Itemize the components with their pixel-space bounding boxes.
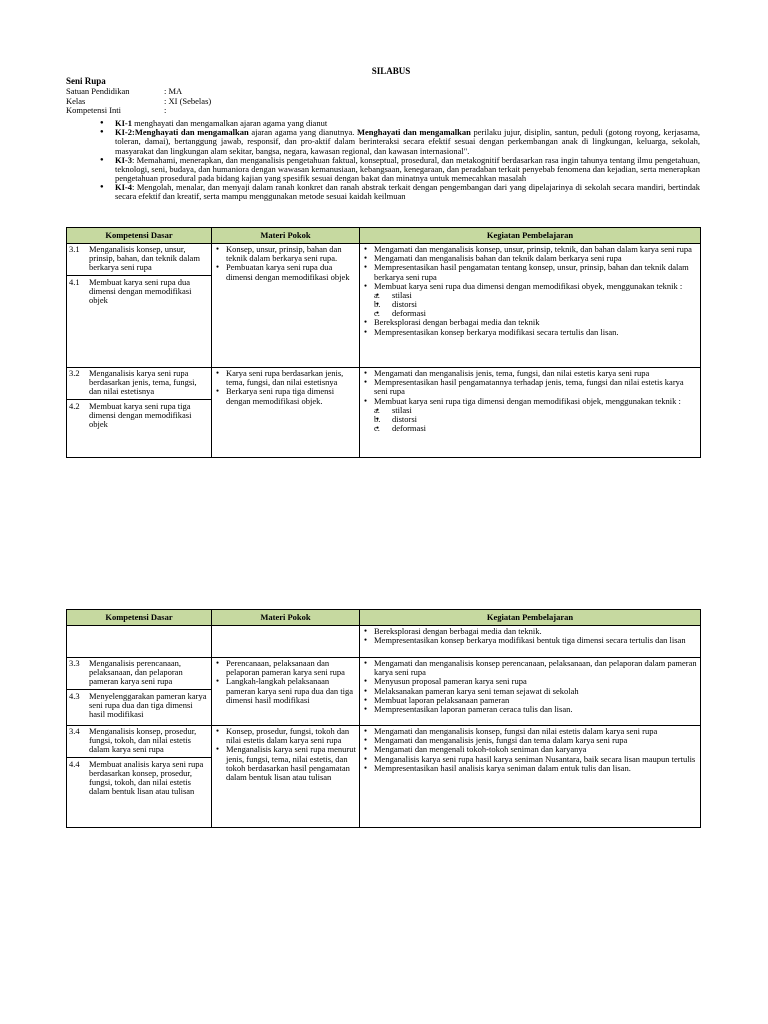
cell-kegiatan-pembelajaran — [360, 244, 701, 368]
competence-item — [69, 278, 209, 306]
competence-text: Membuat karya seni rupa tiga dimensi dengan memodifikasi objek — [89, 400, 192, 429]
header-materi-pokok: Materi Pokok — [212, 228, 360, 244]
cell-kompetensi-dasar — [67, 658, 212, 726]
list-item: ● Konsep, prosedur, fungsi, tokoh dan nilai estetis dalam karya seni rupa — [214, 727, 357, 745]
core-competence-item — [100, 128, 700, 156]
ki-emphasis: :Menghayati dan mengamalkan — [132, 127, 249, 138]
competence-divider — [67, 757, 211, 758]
activity-text: Mengamati dan menganalisis konsep perencanaan, pelaksanaan, dan pelaporan dalam pameran karya seni rupa — [374, 658, 697, 678]
technique-item — [374, 406, 698, 415]
cell-materi-pokok — [212, 368, 360, 458]
list-item: ● Menganalisis karya seni rupa menurut jenis, fungsi, tema, nilai estetis, dan tokoh berdasarkan hasil pengamatan dalam bentuk lisan atau tulisan — [214, 745, 357, 782]
list-item: ● Perencanaan, pelaksanaan dan pelaporan pameran karya seni rupa — [214, 659, 357, 677]
competence-divider — [67, 275, 211, 276]
technique-text: stilasi — [392, 289, 412, 300]
competence-number: 4.4 — [69, 758, 80, 769]
header-kegiatan-pembelajaran: Kegiatan Pembelajaran — [360, 228, 701, 244]
activity-text: Mengamati dan menganalisis bahan dan teknik dalam berkarya seni rupa — [374, 253, 622, 264]
technique-text: deformasi — [392, 308, 426, 319]
kegiatan-list — [362, 369, 698, 433]
technique-text: distorsi — [392, 413, 418, 424]
activity-text: Mempresentasikan konsep berkarya modifikasi secara tertulis dan lisan. — [374, 326, 619, 337]
materi-list — [214, 245, 357, 282]
competence-number: 3.2 — [69, 368, 80, 378]
meta-value: : MA — [164, 86, 183, 96]
core-competence-list — [100, 119, 700, 202]
competence-number: 3.1 — [69, 244, 80, 254]
competence-item — [69, 692, 209, 720]
cell-kompetensi-dasar — [67, 244, 212, 368]
list-item: ● Berkarya seni rupa tiga dimensi dengan memodifikasi objek. — [214, 387, 357, 405]
competence-number: 3.4 — [69, 726, 80, 736]
meta-row — [66, 106, 211, 116]
kegiatan-list — [362, 727, 698, 773]
meta-label: Kelas — [66, 95, 86, 106]
cell-materi-pokok — [212, 726, 360, 828]
activity-text: Mengamati dan menganalisis konsep, unsur, prinsip, teknik, dan bahan dalam karya seni rupa — [374, 244, 692, 254]
competence-text: Membuat analisis karya seni rupa berdasarkan konsep, prosedur, fungsi, tokoh, dan nilai estetis dalam bentuk lisan atau tulisan — [89, 758, 204, 797]
ki-code: KI-4 — [115, 182, 132, 193]
technique-letter: ● a. — [374, 404, 380, 415]
table-row — [67, 626, 701, 658]
activity-text: Membuat karya seni rupa tiga dimensi dengan memodifikasi objek, menggunakan teknik : — [374, 395, 681, 406]
list-item — [362, 378, 698, 396]
materi-list — [214, 369, 357, 406]
activity-text: Bereksplorasi dengan berbagai media dan teknik — [374, 317, 540, 328]
activity-text: Bereksplorasi dengan berbagai media dan teknik. — [374, 626, 542, 636]
table-row — [67, 658, 701, 726]
competence-divider — [67, 689, 211, 690]
ki-text: menghayati dan mengamalkan ajaran agama yang dianut — [132, 118, 328, 128]
kegiatan-list — [362, 245, 698, 337]
table-header-row — [67, 610, 701, 626]
technique-text: deformasi — [392, 423, 426, 434]
competence-number: 4.3 — [69, 690, 80, 701]
competence-text: Menganalisis konsep, unsur, prinsip, bahan, dan teknik dalam berkarya seni rupa — [89, 244, 200, 273]
table-row — [67, 368, 701, 458]
syllabus-table-2 — [66, 609, 701, 828]
technique-letter: ● b. — [374, 413, 381, 424]
header-kompetensi-dasar: Kompetensi Dasar — [67, 610, 212, 626]
activity-text: Mengamati dan menganalisis jenis, tema, fungsi, dan nilai estetis karya seni rupa — [374, 368, 650, 378]
activity-text: Mengamati dan menganalisis konsep, fungsi dan nilai estetis dalam karya seni rupa — [374, 726, 658, 736]
activity-text: Membuat karya seni rupa dua dimensi dengan memodifikasi obyek, menggunakan teknik : — [374, 280, 683, 291]
technique-letter: ● a. — [374, 289, 380, 300]
competence-divider — [67, 399, 211, 400]
ki-code: KI-3 — [115, 154, 132, 165]
materi-list — [214, 727, 357, 782]
list-item: ● Konsep, unsur, prinsip, bahan dan teknik dalam berkarya seni rupa. — [214, 245, 357, 263]
ki-text: : Mengolah, menalar, dan menyaji dalam ranah konkret dan ranah abstrak terkait dengan pengembangan dari yang dipelajarinya di sekolah secara mandiri, bertindak secara efektif dan kreatif, serta mampu menggunakan metode sesuai kaidah keilmuan — [115, 182, 700, 202]
activity-text: Mempresentasikan laporan pameran ceraca tulis dan lisan. — [374, 703, 573, 714]
activity-text: Mempresentasikan hasil analisis karya seniman dalam entuk tulis dan lisan. — [374, 762, 631, 773]
technique-sublist — [374, 406, 698, 434]
competence-item — [69, 245, 209, 273]
meta-info — [66, 87, 211, 116]
cell-kompetensi-dasar — [67, 726, 212, 828]
activity-text: Menyusun proposal pameran karya seni rupa — [374, 676, 527, 687]
competence-number: 4.2 — [69, 400, 80, 411]
list-item: ● Pembuatan karya seni rupa dua dimensi dengan memodifikasi objek — [214, 263, 357, 281]
competence-text: Membuat karya seni rupa dua dimensi dengan memodifikasi objek — [89, 276, 192, 305]
cell-kompetensi-dasar — [67, 626, 212, 658]
materi-list — [214, 659, 357, 705]
core-competence-item — [100, 156, 700, 184]
kegiatan-list — [362, 627, 698, 645]
competence-item — [69, 727, 209, 755]
table-row — [67, 726, 701, 828]
technique-item — [374, 291, 698, 300]
activity-text: Mempresentasikan hasil pengamatannya terhadap jenis, tema, fungsi dan nilai estetis karya seni rupa — [374, 377, 684, 397]
list-item — [362, 263, 698, 281]
header-kegiatan-pembelajaran: Kegiatan Pembelajaran — [360, 610, 701, 626]
list-item — [362, 705, 698, 714]
ki-code: KI-2 — [115, 127, 132, 138]
activity-text: Menganalisis karya seni rupa hasil karya seniman Nusantara, baik secara lisan maupun tertulis — [374, 753, 696, 764]
competence-item — [69, 760, 209, 797]
activity-text: Membuat laporan pelaksanaan pameran — [374, 694, 510, 705]
cell-materi-pokok — [212, 244, 360, 368]
meta-value: : XI (Sebelas) — [164, 95, 212, 106]
competence-item — [69, 659, 209, 687]
technique-item — [374, 424, 698, 433]
cell-kegiatan-pembelajaran — [360, 658, 701, 726]
technique-letter: ● b. — [374, 299, 381, 310]
activity-text: Mempresentasikan konsep berkarya modifikasi bentuk tiga dimensi secara tertulis dan lisan — [374, 635, 686, 646]
technique-text: distorsi — [392, 299, 418, 310]
competence-text: Menganalisis konsep, prosedur, fungsi, tokoh, dan nilai estetis dalam karya seni rupa — [89, 726, 197, 755]
competence-number: 3.3 — [69, 658, 80, 668]
competence-number: 4.1 — [69, 276, 80, 287]
meta-label: Satuan Pendidikan — [66, 86, 130, 96]
list-item — [362, 397, 698, 434]
ki-text: perilaku jujur, disiplin, santun, peduli (gotong royong, kerjasama, toleran, damai), bertanggung jawab, responsif, dan pro-aktif dalam berinteraksi secara efektif sesuai dengan perkembangan anak di lingkungan, keluarga, sekolah, masyarakat dan lingkungan alam sekitar, bangsa, negara, kawasan regional, dan kawasan internasional". — [115, 127, 700, 156]
table-row — [67, 244, 701, 368]
document-title: SILABUS — [371, 66, 411, 76]
list-item — [362, 764, 698, 773]
list-item — [362, 328, 698, 337]
technique-letter: ● c. — [374, 423, 380, 434]
list-item: ● Karya seni rupa berdasarkan jenis, tema, fungsi, dan nilai estetisnya — [214, 369, 357, 387]
meta-label: Kompetensi Inti — [66, 105, 122, 116]
activity-text: Mempresentasikan hasil pengamatan tentang konsep, unsur, prinsip, bahan dan teknik dalam berkarya seni rupa — [374, 262, 689, 282]
cell-kompetensi-dasar — [67, 368, 212, 458]
cell-kegiatan-pembelajaran — [360, 626, 701, 658]
competence-item — [69, 402, 209, 430]
activity-text: Melaksanakan pameran karya seni teman sejawat di sekolah — [374, 685, 579, 696]
subject-heading: Seni Rupa — [66, 76, 106, 86]
activity-text: Mengamati dan mengenali tokoh-tokoh seniman dan karyanya — [374, 744, 587, 755]
cell-kegiatan-pembelajaran — [360, 368, 701, 458]
competence-item — [69, 369, 209, 397]
syllabus-table-1 — [66, 227, 701, 458]
competence-text: Menganalisis karya seni rupa berdasarkan jenis, tema, fungsi, dan nilai estetisnya — [89, 368, 197, 397]
cell-materi-pokok — [212, 626, 360, 658]
ki-emphasis: Menghayati dan mengamalkan — [356, 127, 471, 138]
technique-sublist — [374, 291, 698, 319]
list-item — [362, 636, 698, 645]
list-item — [362, 659, 698, 677]
header-materi-pokok: Materi Pokok — [212, 610, 360, 626]
core-competence-item — [100, 183, 700, 201]
technique-letter: ● c. — [374, 308, 380, 319]
list-item — [362, 282, 698, 319]
competence-text: Menganalisis perencanaan, pelaksanaan, dan pelaporan pameran karya seni rupa — [89, 658, 183, 687]
table-header-row — [67, 228, 701, 244]
list-item: ● Langkah-langkah pelaksanaan pameran karya seni rupa dua dan tiga dimensi hasil modifikasi — [214, 677, 357, 705]
meta-value: : — [164, 105, 167, 116]
technique-text: stilasi — [392, 404, 412, 415]
ki-text: : Memahami, menerapkan, dan menganalisis pengetahuan faktual, konseptual, prosedural, dan metakognitif berdasarkan rasa ingin tahunya tentang ilmu pengetahuan, teknologi, seni, budaya, dan humaniora dengan wawasan kemanusiaan, kebangsaan, kenegaraan, dan peradaban terkait penyebab fenomena dan kejadian, serta menerapkan pengetahuan prosedural pada bidang kajian yang spesifik sesuai dengan bakat dan minatnya untuk memecahkan masalah — [115, 154, 700, 184]
competence-text: Menyelenggarakan pameran karya seni rupa dua dan tiga dimensi hasil modifikasi — [89, 690, 207, 719]
cell-materi-pokok — [212, 658, 360, 726]
header-kompetensi-dasar: Kompetensi Dasar — [67, 228, 212, 244]
activity-text: Mengamati dan menganalisis jenis, fungsi dan tema dalam karya seni rupa — [374, 735, 628, 746]
ki-text: ajaran agama yang dianutnya. — [248, 127, 357, 138]
cell-kegiatan-pembelajaran — [360, 726, 701, 828]
kegiatan-list — [362, 659, 698, 714]
ki-code: KI-1 — [115, 118, 132, 128]
